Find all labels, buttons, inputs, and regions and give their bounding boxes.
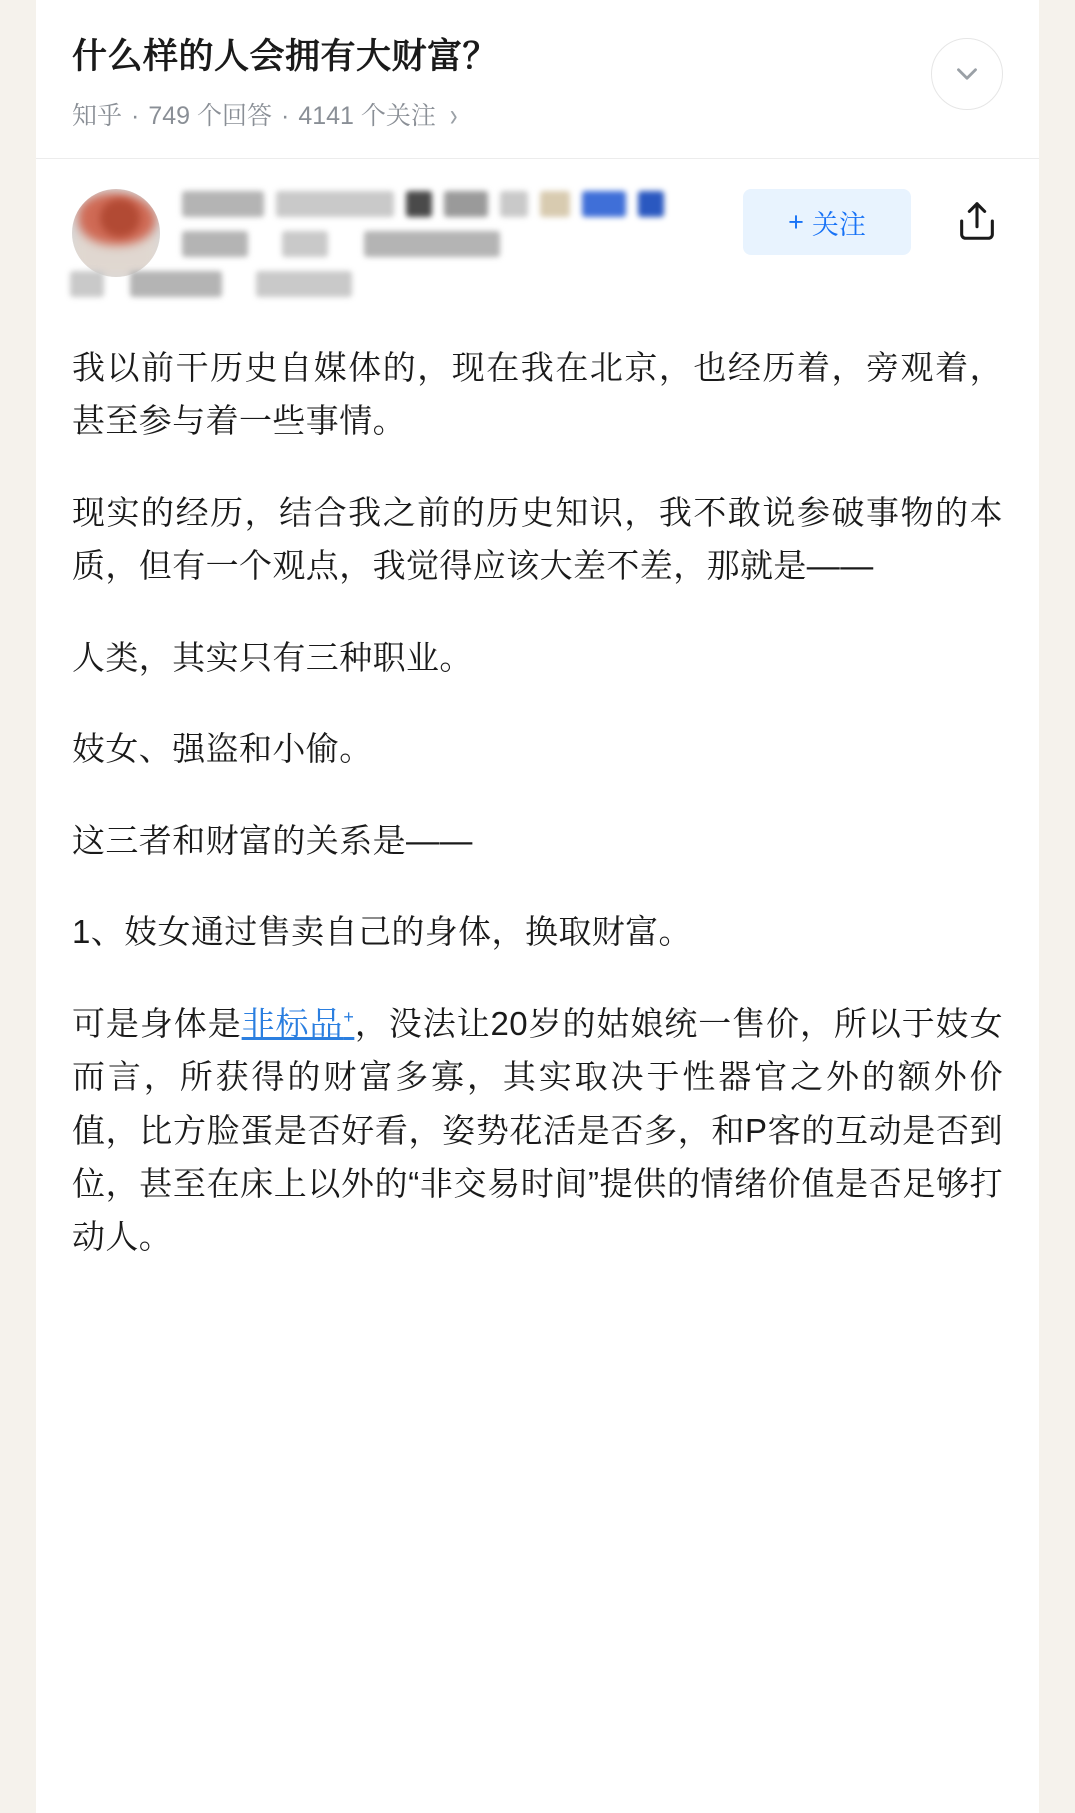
answer-paragraph: 妓女、强盗和小偷。 [72, 730, 373, 768]
answer-paragraph: 现实的经历，结合我之前的历史知识，我不敢说参破事物的本质，但有一个观点，我觉得应该大差不差，那就是—— [72, 493, 1003, 585]
meta-separator-2: · [281, 101, 290, 130]
redacted-block [70, 271, 104, 297]
meta-separator-1: · [131, 101, 140, 130]
share-button[interactable] [949, 195, 1005, 251]
answer-paragraph: 这三者和财富的关系是—— [72, 821, 473, 859]
answer-paragraph: 人类，其实只有三种职业。 [72, 638, 473, 676]
redacted-block [182, 231, 248, 257]
redacted-block [130, 271, 222, 297]
question-meta[interactable] [72, 96, 1003, 133]
author-extra-redacted [70, 271, 1003, 297]
plus-icon: + [788, 206, 804, 237]
redacted-block [540, 191, 570, 217]
inline-tag-link[interactable] [242, 1005, 355, 1042]
app-screen [36, 0, 1039, 1813]
paragraph-text-after: ，没法让20岁的姑娘统一售价，所以于妓女而言，所获得的财富多寡，其实取决于性器官之外的额外价值，比方脸蛋是否好看，姿势花活是否多，和P客的互动是否到位，甚至在床上以外的“非交易时间”提供的情绪价值是否足够打动人。 [72, 1004, 1003, 1256]
follow-button[interactable] [743, 189, 911, 255]
answer-paragraph: 我以前干历史自媒体的，现在我在北京，也经历着，旁观着，甚至参与着一些事情。 [72, 349, 1003, 440]
share-icon [954, 198, 1000, 249]
collapse-button[interactable] [931, 38, 1003, 110]
tag-plus-icon: + [343, 1006, 355, 1027]
question-source: 知乎 [72, 101, 123, 130]
redacted-block [500, 191, 528, 217]
answer-body [36, 341, 1039, 1322]
chevron-double-down-icon [950, 57, 984, 91]
redacted-block [582, 191, 626, 217]
redacted-block [256, 271, 352, 297]
follow-button-label: 关注 [811, 209, 866, 240]
chevron-right-icon: › [449, 96, 458, 133]
redacted-block [276, 191, 394, 217]
paragraph-text-before: 可是身体是 [72, 1004, 242, 1042]
answer-paragraph-with-link [72, 997, 1003, 1264]
answer-count: 749 个回答 [148, 101, 273, 130]
question-header [36, 0, 1039, 159]
avatar[interactable] [72, 189, 160, 277]
redacted-block [444, 191, 488, 217]
redacted-block [638, 191, 664, 217]
answer-paragraph: 1、妓女通过售卖自己的身体，换取财富。 [72, 913, 692, 951]
author-row [36, 159, 1039, 311]
page-title: 什么样的人会拥有大财富？ [72, 37, 499, 76]
redacted-block [364, 231, 500, 257]
avatar-blob-dark [100, 199, 140, 237]
inline-tag-label: 非标品 [241, 1004, 344, 1042]
redacted-block [282, 231, 328, 257]
redacted-block [182, 191, 264, 217]
redacted-block [406, 191, 432, 217]
follower-count: 4141 个关注 [298, 101, 436, 130]
